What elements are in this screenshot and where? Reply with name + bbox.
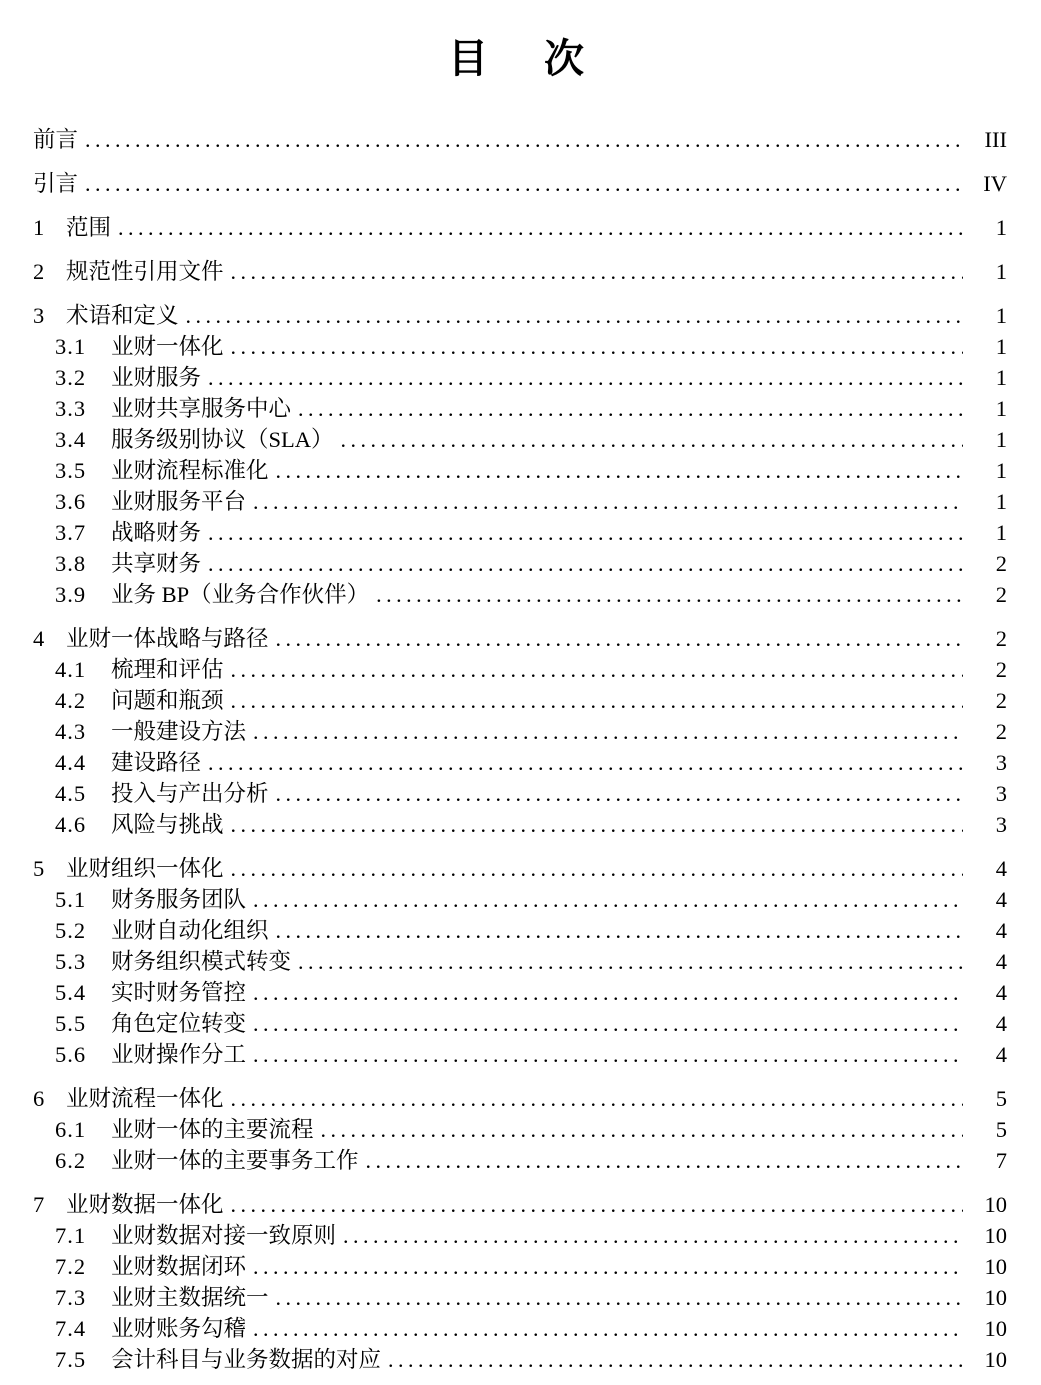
- toc-entry-number: 3.5: [55, 458, 87, 483]
- toc-entry-title: 业财数据闭环: [111, 1254, 247, 1279]
- toc-entry-number: 5.3: [55, 949, 87, 974]
- toc-entry: [33, 716, 1007, 747]
- toc-dot-leader: [231, 809, 963, 840]
- toc-entry-title: 投入与产出分析: [111, 781, 269, 806]
- toc-entry: [33, 424, 1007, 455]
- toc-entry: [33, 1039, 1007, 1070]
- toc-dot-leader: [231, 654, 963, 685]
- toc-entry-number: 5.2: [55, 918, 87, 943]
- toc-entry-page: 3: [995, 750, 1007, 775]
- toc-entry-page: 1: [995, 520, 1007, 545]
- toc-entry-title: 前言: [33, 127, 79, 152]
- toc-entry: [33, 1251, 1007, 1282]
- toc-entry-page: 10: [984, 1254, 1007, 1279]
- toc-entry-title: 业财数据对接一致原则: [111, 1223, 337, 1248]
- toc-dot-leader: [231, 853, 963, 884]
- toc-entry: [33, 256, 1007, 287]
- toc-entry-title: 业财流程标准化: [111, 458, 269, 483]
- toc-entry-title: 业财一体的主要事务工作: [111, 1148, 359, 1173]
- toc-entry-title: 业财自动化组织: [111, 918, 269, 943]
- toc-dot-leader: [208, 747, 963, 778]
- toc-entry-number: 4.4: [55, 750, 87, 775]
- toc-entry: [33, 884, 1007, 915]
- toc-entry: [33, 915, 1007, 946]
- toc-entry-number: 3.8: [55, 551, 87, 576]
- toc-entry: [33, 579, 1007, 610]
- toc-entry: [33, 1344, 1007, 1375]
- toc-entry-title: 风险与挑战: [111, 812, 224, 837]
- toc-entry-page: 4: [995, 1011, 1007, 1036]
- toc-entry: [33, 548, 1007, 579]
- toc-entry: [33, 517, 1007, 548]
- toc-dot-leader: [298, 393, 963, 424]
- toc-entry-page: 10: [984, 1285, 1007, 1310]
- toc-entry-title: 角色定位转变: [111, 1011, 247, 1036]
- toc-entry: [33, 1114, 1007, 1145]
- toc-dot-leader: [253, 884, 963, 915]
- toc-entry: [33, 486, 1007, 517]
- toc-entry-page: 10: [984, 1347, 1007, 1372]
- toc-dot-leader: [118, 212, 963, 243]
- toc-entry-number: 6: [33, 1086, 45, 1111]
- toc-entry-number: 4.1: [55, 657, 87, 682]
- toc-entry-page: 4: [995, 980, 1007, 1005]
- toc-dot-leader: [253, 486, 963, 517]
- toc-entry-number: 4.6: [55, 812, 87, 837]
- toc-entry-number: 6.1: [55, 1117, 87, 1142]
- toc-entry-page: 1: [995, 427, 1007, 452]
- toc-entry-number: 6.2: [55, 1148, 87, 1173]
- toc-entry-page: 1: [995, 365, 1007, 390]
- toc-dot-leader: [231, 1189, 963, 1220]
- toc-entry: [33, 1008, 1007, 1039]
- toc-dot-leader: [231, 1083, 963, 1114]
- toc-dot-leader: [85, 124, 963, 155]
- toc-entry-number: 7.1: [55, 1223, 87, 1248]
- toc-entry-number: 3.7: [55, 520, 87, 545]
- toc-dot-leader: [85, 168, 963, 199]
- toc-entry-title: 建设路径: [111, 750, 202, 775]
- toc-entry-page: 1: [995, 489, 1007, 514]
- toc-entry-page: 10: [984, 1192, 1007, 1217]
- toc-dot-leader: [231, 685, 963, 716]
- toc-entry-title: 业财一体化: [111, 334, 224, 359]
- toc-dot-leader: [298, 946, 963, 977]
- toc-entry: [33, 124, 1007, 155]
- toc-entry-title: 会计科目与业务数据的对应: [111, 1347, 382, 1372]
- toc-entry-page: 4: [995, 856, 1007, 881]
- toc-entry: [33, 1083, 1007, 1114]
- toc-entry-number: 4.3: [55, 719, 87, 744]
- toc-entry-title: 业财组织一体化: [66, 856, 224, 881]
- toc-entry-page: 3: [995, 812, 1007, 837]
- toc-entry-title: 业财操作分工: [111, 1042, 247, 1067]
- toc-entry-number: 5.1: [55, 887, 87, 912]
- toc-entry-number: 3.9: [55, 582, 87, 607]
- toc-entry-title: 服务级别协议（SLA）: [111, 427, 334, 452]
- toc-dot-leader: [321, 1114, 963, 1145]
- toc-entry-title: 业财一体的主要流程: [111, 1117, 314, 1142]
- toc-entry-number: 3: [33, 303, 45, 328]
- toc-entry-number: 4: [33, 626, 45, 651]
- toc-entry-number: 3.3: [55, 396, 87, 421]
- page-title: 目 次: [448, 37, 592, 81]
- toc-entry: [33, 393, 1007, 424]
- toc-entry: [33, 946, 1007, 977]
- toc-entry-number: 7.5: [55, 1347, 87, 1372]
- toc-entry-title: 共享财务: [111, 551, 202, 576]
- toc-entry: [33, 1145, 1007, 1176]
- toc-entry: [33, 654, 1007, 685]
- toc-entry-page: 5: [995, 1086, 1007, 1111]
- toc-entry: [33, 747, 1007, 778]
- toc-entry: [33, 212, 1007, 243]
- toc-entry-title: 范围: [66, 215, 112, 240]
- toc-entry: [33, 853, 1007, 884]
- toc-entry-title: 业务 BP（业务合作伙伴）: [111, 582, 370, 607]
- toc-entry-page: 4: [995, 1042, 1007, 1067]
- toc-entry-title: 问题和瓶颈: [111, 688, 224, 713]
- toc-entry-number: 3.4: [55, 427, 87, 452]
- toc-entry-number: 5.6: [55, 1042, 87, 1067]
- toc-entry-title: 战略财务: [111, 520, 202, 545]
- toc-entry-page: 2: [995, 657, 1007, 682]
- toc-entry-title: 术语和定义: [66, 303, 179, 328]
- toc-entry: [33, 331, 1007, 362]
- toc-entry-number: 3.6: [55, 489, 87, 514]
- toc-entry: [33, 1220, 1007, 1251]
- toc-entry-page: 1: [995, 334, 1007, 359]
- toc-entry-page: 2: [995, 582, 1007, 607]
- toc-entry-page: 10: [984, 1316, 1007, 1341]
- toc-entry-page: III: [984, 127, 1007, 152]
- toc-dot-leader: [253, 1008, 963, 1039]
- toc-entry-title: 业财一体战略与路径: [66, 626, 269, 651]
- toc-entry-page: 5: [995, 1117, 1007, 1142]
- toc-dot-leader: [276, 915, 963, 946]
- toc-entry: [33, 977, 1007, 1008]
- toc-entry: [33, 168, 1007, 199]
- toc-entry-page: 1: [995, 215, 1007, 240]
- toc-dot-leader: [343, 1220, 963, 1251]
- toc-dot-leader: [276, 778, 963, 809]
- toc-entry: [33, 1282, 1007, 1313]
- toc-dot-leader: [208, 517, 963, 548]
- toc-entry-page: 2: [995, 626, 1007, 651]
- toc-entry-number: 7.4: [55, 1316, 87, 1341]
- toc-dot-leader: [253, 1251, 963, 1282]
- toc-dot-leader: [253, 1039, 963, 1070]
- toc-dot-leader: [231, 256, 963, 287]
- toc-entry-title: 业财流程一体化: [66, 1086, 224, 1111]
- toc-entry-number: 4.5: [55, 781, 87, 806]
- toc-entry-number: 3.1: [55, 334, 87, 359]
- toc-entry-page: 2: [995, 688, 1007, 713]
- toc-entry-title: 业财共享服务中心: [111, 396, 292, 421]
- toc-dot-leader: [231, 331, 963, 362]
- toc-entry-title: 业财数据一体化: [66, 1192, 224, 1217]
- toc-dot-leader: [208, 548, 963, 579]
- toc-entry-title: 财务组织模式转变: [111, 949, 292, 974]
- toc-entry-number: 5: [33, 856, 45, 881]
- toc-list: [33, 124, 1007, 1375]
- toc-entry-page: 1: [995, 259, 1007, 284]
- toc-entry-title: 业财主数据统一: [111, 1285, 269, 1310]
- toc-dot-leader: [341, 424, 963, 455]
- toc-entry-title: 财务服务团队: [111, 887, 247, 912]
- toc-entry: [33, 1313, 1007, 1344]
- toc-entry-page: 7: [995, 1148, 1007, 1173]
- toc-dot-leader: [376, 579, 963, 610]
- toc-entry-title: 业财服务: [111, 365, 202, 390]
- toc-entry: [33, 362, 1007, 393]
- toc-dot-leader: [366, 1145, 963, 1176]
- toc-entry-number: 2: [33, 259, 45, 284]
- toc-entry-page: 4: [995, 949, 1007, 974]
- toc-entry-title: 一般建设方法: [111, 719, 247, 744]
- toc-entry-number: 5.5: [55, 1011, 87, 1036]
- toc-entry-number: 7.3: [55, 1285, 87, 1310]
- toc-dot-leader: [186, 300, 963, 331]
- toc-entry-title: 实时财务管控: [111, 980, 247, 1005]
- toc-entry-page: IV: [983, 171, 1007, 196]
- toc-entry-page: 1: [995, 458, 1007, 483]
- toc-entry-title: 业财服务平台: [111, 489, 247, 514]
- toc-dot-leader: [276, 623, 963, 654]
- toc-entry-number: 7: [33, 1192, 45, 1217]
- toc-entry: [33, 685, 1007, 716]
- toc-entry-page: 3: [995, 781, 1007, 806]
- toc-entry: [33, 300, 1007, 331]
- toc-entry-page: 4: [995, 918, 1007, 943]
- toc-entry-page: 2: [995, 719, 1007, 744]
- toc-entry-page: 1: [995, 303, 1007, 328]
- toc-dot-leader: [276, 455, 963, 486]
- toc-entry: [33, 778, 1007, 809]
- toc-dot-leader: [253, 1313, 963, 1344]
- toc-entry-page: 1: [995, 396, 1007, 421]
- toc-entry-number: 4.2: [55, 688, 87, 713]
- toc-entry-title: 规范性引用文件: [66, 259, 224, 284]
- toc-entry-page: 2: [995, 551, 1007, 576]
- toc-entry-number: 1: [33, 215, 45, 240]
- toc-entry-number: 3.2: [55, 365, 87, 390]
- toc-entry-page: 4: [995, 887, 1007, 912]
- toc-entry: [33, 809, 1007, 840]
- toc-entry-title: 梳理和评估: [111, 657, 224, 682]
- toc-entry-number: 7.2: [55, 1254, 87, 1279]
- toc-entry: [33, 1189, 1007, 1220]
- toc-dot-leader: [208, 362, 963, 393]
- toc-entry: [33, 455, 1007, 486]
- toc-entry-page: 10: [984, 1223, 1007, 1248]
- toc-entry-number: 5.4: [55, 980, 87, 1005]
- toc-dot-leader: [388, 1344, 963, 1375]
- toc-entry-title: 业财账务勾稽: [111, 1316, 247, 1341]
- toc-entry-title: 引言: [33, 171, 79, 196]
- toc-dot-leader: [253, 716, 963, 747]
- toc-dot-leader: [253, 977, 963, 1008]
- toc-dot-leader: [276, 1282, 963, 1313]
- toc-entry: [33, 623, 1007, 654]
